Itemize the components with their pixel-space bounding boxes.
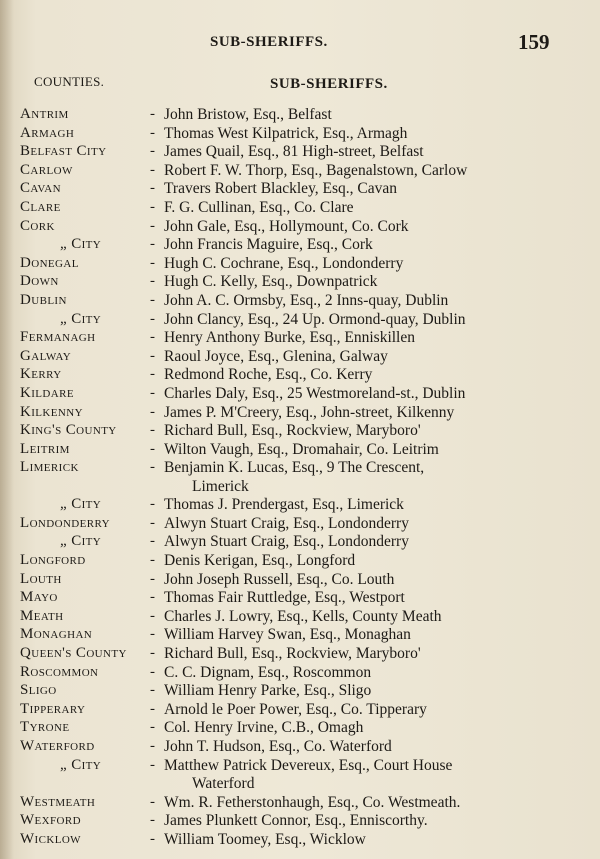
- sub-sheriff-entry: [164, 106, 574, 125]
- sub-sheriff-name: Charles Daly, Esq., 25 Westmoreland-st., Dublin: [164, 384, 466, 402]
- leader-dash: -: [150, 329, 155, 346]
- sub-sheriff-entry: [164, 496, 574, 515]
- county-name: „ City: [60, 756, 102, 773]
- county-name: Down: [20, 273, 59, 290]
- leader-dash: -: [150, 682, 155, 699]
- sub-sheriff-entry: [164, 348, 574, 367]
- sub-sheriff-entry: [164, 218, 574, 237]
- leader-dash: -: [150, 756, 155, 773]
- county-name: Cavan: [20, 180, 61, 197]
- leader-dash: -: [150, 645, 155, 662]
- sub-sheriff-entry: [164, 311, 574, 330]
- leader-dash: -: [150, 254, 155, 271]
- sub-sheriff-entry: [164, 329, 574, 348]
- sub-sheriff-name: John T. Hudson, Esq., Co. Waterford: [164, 738, 392, 755]
- leader-dash: -: [150, 180, 155, 197]
- list-item: [0, 831, 600, 850]
- sub-sheriff-name: Arnold le Poer Power, Esq., Co. Tipperary: [164, 700, 427, 718]
- sub-sheriff-name: Thomas Fair Ruttledge, Esq., Westport: [164, 589, 405, 607]
- sub-sheriff-entry: [164, 533, 574, 552]
- sub-sheriff-name: John Clancy, Esq., 24 Up. Ormond-quay, Dublin: [164, 310, 466, 328]
- sub-sheriff-entry: [164, 719, 574, 738]
- sub-sheriff-entry: [164, 273, 574, 292]
- sub-sheriffs-column-header: SUB-SHERIFFS.: [270, 76, 388, 92]
- leader-dash: -: [150, 161, 155, 178]
- county-name: Tipperary: [20, 700, 86, 717]
- sub-sheriff-name: Wilton Vaugh, Esq., Dromahair, Co. Leitrim: [164, 440, 439, 458]
- list-item: [0, 701, 600, 720]
- sub-sheriff-entry: [164, 664, 574, 683]
- sub-sheriff-name: John A. C. Ormsby, Esq., 2 Inns-quay, Dublin: [164, 291, 449, 309]
- county-name: Kildare: [20, 384, 74, 401]
- county-name: Fermanagh: [20, 329, 96, 346]
- column-headers: [0, 74, 600, 94]
- county-name: Wexford: [20, 812, 81, 829]
- sub-sheriff-name: John Joseph Russell, Esq., Co. Louth: [164, 570, 395, 588]
- county-name: Monaghan: [20, 626, 93, 643]
- list-item: [0, 589, 600, 608]
- county-name: Kilkenny: [20, 403, 83, 420]
- sub-sheriff-name: Richard Bull, Esq., Rockview, Maryboro': [164, 422, 421, 440]
- county-name: Waterford: [20, 738, 95, 754]
- sub-sheriff-name: James P. M'Creery, Esq., John-street, Kilkenny: [164, 403, 455, 421]
- sub-sheriff-name: Hugh C. Cochrane, Esq., Londonderry: [164, 254, 404, 272]
- list-item: [0, 366, 600, 385]
- list-item: [0, 125, 600, 144]
- sub-sheriff-entry: [164, 255, 574, 274]
- sub-sheriff-name: John Gale, Esq., Hollymount, Co. Cork: [164, 217, 409, 235]
- leader-dash: -: [150, 793, 155, 810]
- list-item: [0, 422, 600, 441]
- sub-sheriff-entry: [164, 366, 574, 385]
- leader-dash: -: [150, 124, 155, 141]
- list-item: [0, 533, 600, 552]
- county-name: Antrim: [20, 106, 69, 122]
- leader-dash: -: [150, 366, 155, 383]
- sub-sheriffs-list: [0, 106, 600, 849]
- list-item: [0, 459, 600, 496]
- sub-sheriff-entry: [164, 199, 574, 218]
- county-name: Armagh: [20, 124, 75, 141]
- leader-dash: -: [150, 570, 155, 587]
- sub-sheriff-entry: [164, 125, 574, 144]
- sub-sheriff-name: James Quail, Esq., 81 High-street, Belfast: [164, 143, 424, 161]
- sub-sheriff-name: John Bristow, Esq., Belfast: [164, 106, 332, 123]
- list-item: [0, 199, 600, 218]
- sub-sheriff-entry: [164, 180, 574, 199]
- list-item: [0, 311, 600, 330]
- sub-sheriff-name: Richard Bull, Esq., Rockview, Maryboro': [164, 645, 421, 663]
- leader-dash: -: [150, 589, 155, 606]
- list-item: [0, 738, 600, 757]
- sub-sheriff-entry: [164, 552, 574, 571]
- list-item: [0, 348, 600, 367]
- county-name: Belfast City: [20, 143, 107, 160]
- county-name: Roscommon: [20, 663, 99, 680]
- sub-sheriff-name: Robert F. W. Thorp, Esq., Bagenalstown, Carlow: [164, 161, 468, 179]
- leader-dash: -: [150, 514, 155, 531]
- county-name: Clare: [20, 198, 61, 215]
- leader-dash: -: [150, 700, 155, 717]
- sub-sheriff-name: Col. Henry Irvine, C.B., Omagh: [164, 719, 364, 737]
- leader-dash: -: [150, 738, 155, 754]
- sub-sheriff-name: Thomas J. Prendergast, Esq., Limerick: [164, 496, 404, 514]
- sub-sheriff-entry: [164, 757, 574, 794]
- running-head: [0, 30, 600, 56]
- sub-sheriff-entry: [164, 682, 574, 701]
- leader-dash: -: [150, 198, 155, 215]
- sub-sheriff-name: Matthew Patrick Devereux, Esq., Court House: [164, 756, 453, 774]
- list-item: [0, 608, 600, 627]
- page-number: 159: [518, 30, 550, 54]
- sub-sheriff-name: Travers Robert Blackley, Esq., Cavan: [164, 180, 398, 198]
- list-item: [0, 645, 600, 664]
- county-name: Meath: [20, 607, 64, 624]
- sub-sheriff-name: Redmond Roche, Esq., Co. Kerry: [164, 366, 373, 384]
- list-item: [0, 385, 600, 404]
- sub-sheriff-entry: [164, 812, 574, 831]
- leader-dash: -: [150, 106, 155, 122]
- sub-sheriff-entry: [164, 459, 574, 496]
- list-item: [0, 106, 600, 125]
- sub-sheriff-entry: [164, 738, 574, 757]
- list-item: [0, 571, 600, 590]
- sub-sheriff-address-continued: Limerick: [192, 477, 249, 495]
- sub-sheriff-name: William Harvey Swan, Esq., Monaghan: [164, 626, 411, 644]
- list-item: [0, 441, 600, 460]
- county-name: Mayo: [20, 589, 58, 606]
- county-name: „ City: [60, 236, 102, 253]
- leader-dash: -: [150, 236, 155, 253]
- sub-sheriff-name: Benjamin K. Lucas, Esq., 9 The Crescent,: [164, 459, 425, 477]
- county-name: Longford: [20, 552, 86, 569]
- county-name: Louth: [20, 570, 62, 587]
- county-name: Tyrone: [20, 719, 70, 736]
- sub-sheriff-entry: [164, 645, 574, 664]
- county-name: Kerry: [20, 366, 62, 383]
- list-item: [0, 273, 600, 292]
- sub-sheriff-entry: [164, 292, 574, 311]
- county-name: „ City: [60, 310, 102, 327]
- county-name: „ City: [60, 496, 102, 513]
- sub-sheriff-name: Thomas West Kilpatrick, Esq., Armagh: [164, 124, 408, 142]
- sub-sheriff-name: Charles J. Lowry, Esq., Kells, County Meath: [164, 607, 442, 625]
- sub-sheriff-entry: [164, 236, 574, 255]
- sub-sheriff-entry: [164, 422, 574, 441]
- leader-dash: -: [150, 347, 155, 364]
- sub-sheriff-name: Hugh C. Kelly, Esq., Downpatrick: [164, 273, 378, 291]
- list-item: [0, 794, 600, 813]
- list-item: [0, 255, 600, 274]
- leader-dash: -: [150, 291, 155, 308]
- leader-dash: -: [150, 440, 155, 457]
- county-name: Cork: [20, 217, 55, 234]
- sub-sheriff-name: John Francis Maguire, Esq., Cork: [164, 236, 373, 254]
- sub-sheriff-entry: [164, 626, 574, 645]
- sub-sheriff-entry: [164, 701, 574, 720]
- list-item: [0, 719, 600, 738]
- leader-dash: -: [150, 626, 155, 643]
- leader-dash: -: [150, 310, 155, 327]
- leader-dash: -: [150, 496, 155, 513]
- list-item: [0, 812, 600, 831]
- sub-sheriff-name: Alwyn Stuart Craig, Esq., Londonderry: [164, 514, 409, 532]
- list-item: [0, 757, 600, 794]
- sub-sheriff-entry: [164, 571, 574, 590]
- list-item: [0, 162, 600, 181]
- list-item: [0, 218, 600, 237]
- sub-sheriff-entry: [164, 515, 574, 534]
- sub-sheriff-name: William Toomey, Esq., Wicklow: [164, 830, 366, 848]
- county-name: Queen's County: [20, 645, 127, 662]
- running-title: SUB-SHERIFFS.: [210, 34, 328, 50]
- leader-dash: -: [150, 273, 155, 290]
- leader-dash: -: [150, 719, 155, 736]
- county-name: „ City: [60, 533, 102, 550]
- leader-dash: -: [150, 552, 155, 569]
- list-item: [0, 292, 600, 311]
- county-name: Westmeath: [20, 793, 96, 810]
- sub-sheriff-entry: [164, 441, 574, 460]
- list-item: [0, 236, 600, 255]
- sub-sheriff-entry: [164, 794, 574, 813]
- county-name: King's County: [20, 422, 117, 439]
- county-name: Leitrim: [20, 440, 70, 457]
- county-name: Dublin: [20, 291, 67, 308]
- leader-dash: -: [150, 403, 155, 420]
- county-name: Donegal: [20, 254, 79, 271]
- list-item: [0, 515, 600, 534]
- sub-sheriff-entry: [164, 385, 574, 404]
- leader-dash: -: [150, 384, 155, 401]
- sub-sheriff-entry: [164, 404, 574, 423]
- list-item: [0, 404, 600, 423]
- sub-sheriff-name: Wm. R. Fetherstonhaugh, Esq., Co. Westmeath.: [164, 793, 461, 811]
- leader-dash: -: [150, 143, 155, 160]
- sub-sheriff-entry: [164, 831, 574, 850]
- sub-sheriff-entry: [164, 143, 574, 162]
- sub-sheriff-address-continued: Waterford: [192, 775, 255, 793]
- leader-dash: -: [150, 663, 155, 680]
- county-name: Carlow: [20, 161, 73, 178]
- counties-column-header: COUNTIES.: [34, 74, 105, 89]
- sub-sheriff-name: Raoul Joyce, Esq., Glenina, Galway: [164, 347, 388, 365]
- leader-dash: -: [150, 422, 155, 439]
- list-item: [0, 552, 600, 571]
- county-name: Galway: [20, 347, 72, 364]
- leader-dash: -: [150, 830, 155, 847]
- sub-sheriff-name: Alwyn Stuart Craig, Esq., Londonderry: [164, 533, 409, 551]
- leader-dash: -: [150, 812, 155, 829]
- list-item: [0, 180, 600, 199]
- leader-dash: -: [150, 459, 155, 476]
- county-name: Sligo: [20, 682, 57, 699]
- sub-sheriff-entry: [164, 589, 574, 608]
- county-name: Wicklow: [20, 830, 81, 847]
- list-item: [0, 329, 600, 348]
- list-item: [0, 682, 600, 701]
- sub-sheriff-name: C. C. Dignam, Esq., Roscommon: [164, 663, 372, 681]
- sub-sheriff-name: James Plunkett Connor, Esq., Enniscorthy.: [164, 812, 428, 830]
- list-item: [0, 496, 600, 515]
- county-name: Limerick: [20, 459, 79, 476]
- sub-sheriff-name: Denis Kerigan, Esq., Longford: [164, 552, 356, 570]
- list-item: [0, 664, 600, 683]
- county-name: Londonderry: [20, 514, 110, 531]
- list-item: [0, 626, 600, 645]
- sub-sheriff-entry: [164, 608, 574, 627]
- sub-sheriff-entry: [164, 162, 574, 181]
- leader-dash: -: [150, 217, 155, 234]
- sub-sheriff-name: Henry Anthony Burke, Esq., Enniskillen: [164, 329, 415, 347]
- leader-dash: -: [150, 533, 155, 550]
- leader-dash: -: [150, 607, 155, 624]
- list-item: [0, 143, 600, 162]
- sub-sheriff-name: F. G. Cullinan, Esq., Co. Clare: [164, 198, 354, 216]
- sub-sheriff-name: William Henry Parke, Esq., Sligo: [164, 682, 372, 700]
